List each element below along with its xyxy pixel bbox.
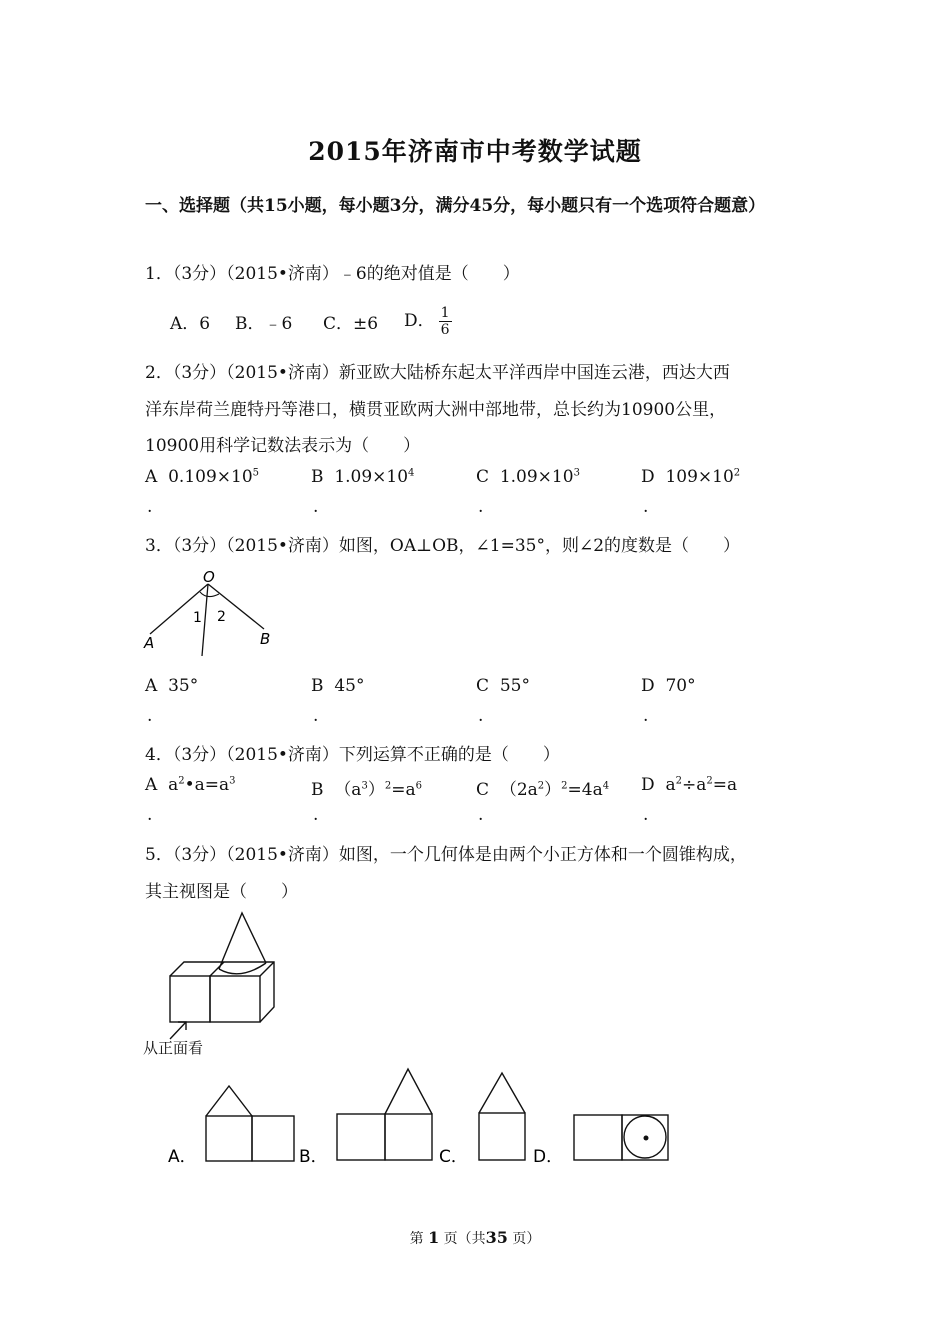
question-3-option-c xyxy=(476,676,530,696)
expr-exp: 2 xyxy=(178,775,185,787)
fraction-denominator: 6 xyxy=(440,322,450,338)
question-3-stem: 3．（3分）（2015•济南）如图，OA⊥OB，∠1=35°，则∠2的度数是（ ） xyxy=(145,536,741,556)
option-text: 55° xyxy=(499,676,530,696)
expr-exp: 6 xyxy=(415,780,422,792)
question-1-option-b: B．﹣6 xyxy=(235,314,293,334)
section-heading: 一、选择题（共15小题，每小题3分，满分45分，每小题只有一个选项符合题意） xyxy=(145,196,766,216)
option-exponent: 3 xyxy=(573,467,580,479)
option-dot: . xyxy=(313,805,319,825)
question-1-option-c: C．±6 xyxy=(323,314,379,334)
cube-edge xyxy=(260,962,274,976)
expr-part: ） xyxy=(367,780,385,800)
question-2-option-b xyxy=(311,467,414,487)
question-4-option-a xyxy=(145,775,236,795)
expr-part: =a xyxy=(712,775,738,795)
cube-left-front xyxy=(170,976,210,1022)
footer-page-number: 1 xyxy=(428,1228,440,1247)
option-exponent: 4 xyxy=(408,467,415,479)
expr-part: •a=a xyxy=(184,775,230,795)
question-5-stem-line-1: 5．（3分）（2015•济南）如图，一个几何体是由两个小正方体和一个圆锥构成， xyxy=(145,845,747,865)
question-4-option-c xyxy=(476,775,609,800)
cube-right-front xyxy=(210,976,260,1022)
option-dot: . xyxy=(478,805,484,825)
option-letter: D xyxy=(641,676,655,696)
option-d-prefix: D． xyxy=(404,311,435,331)
question-2-stem-line-3: 10900用科学记数法表示为（ ） xyxy=(145,436,421,456)
view-arrow-line xyxy=(170,1022,186,1039)
fraction-numerator: 1 xyxy=(440,305,450,321)
expr-part: =a xyxy=(391,780,416,800)
figure-caption: 从正面看 xyxy=(143,1039,204,1057)
page-footer xyxy=(0,1228,950,1248)
option-d-center-dot xyxy=(644,1136,649,1141)
footer-text: 第 xyxy=(409,1231,424,1247)
expr-part: ） xyxy=(544,780,562,800)
option-dot: . xyxy=(313,497,319,517)
option-d-left-square xyxy=(574,1115,622,1160)
question-4-option-b xyxy=(311,775,422,800)
option-letter: C xyxy=(476,780,490,800)
option-base: 0.109×10 xyxy=(168,467,253,487)
option-c-label: C． xyxy=(439,1147,468,1167)
option-base: 1.09×10 xyxy=(499,467,574,487)
question-3-option-b xyxy=(311,676,364,696)
question-1-stem: 1．（3分）（2015•济南）﹣6的绝对值是（ ） xyxy=(145,264,520,284)
option-a-triangle xyxy=(206,1086,252,1116)
label-o: O xyxy=(203,568,215,586)
option-letter: B xyxy=(311,780,324,800)
option-letter: A xyxy=(145,775,158,795)
option-dot: . xyxy=(643,497,649,517)
question-3-option-a xyxy=(145,676,198,696)
expr-exp: 2 xyxy=(537,780,545,792)
question-5-stem-line-2: 其主视图是（ ） xyxy=(145,882,298,902)
option-b-right-square xyxy=(385,1114,432,1160)
option-letter: C xyxy=(476,676,490,696)
option-letter: D xyxy=(641,775,655,795)
question-1-option-d xyxy=(404,305,452,338)
option-exponent: 2 xyxy=(733,467,741,479)
angle-figure xyxy=(140,566,280,660)
ray-oa xyxy=(150,584,208,634)
option-letter: B xyxy=(311,467,324,487)
option-dot: . xyxy=(147,805,153,825)
label-b: B xyxy=(260,630,271,648)
solid-figure xyxy=(140,905,300,1060)
label-angle-2: 2 xyxy=(217,609,226,625)
option-letter: C xyxy=(476,467,490,487)
expr-part: ÷a xyxy=(681,775,707,795)
expr-part: =4a xyxy=(567,780,603,800)
question-2-option-d xyxy=(641,467,740,487)
question-4-option-d xyxy=(641,775,737,795)
cone-base-arc xyxy=(219,963,266,974)
expr-part: （2a xyxy=(499,780,538,800)
option-text: 70° xyxy=(665,676,696,696)
option-letter: B xyxy=(311,676,324,696)
option-dot: . xyxy=(313,706,319,726)
cube-edge xyxy=(210,962,224,976)
fraction xyxy=(439,305,452,338)
page-title: 2015年济南市中考数学试题 xyxy=(308,137,642,166)
option-a-left-square xyxy=(206,1116,252,1161)
expr-part: a xyxy=(665,775,676,795)
option-text: 45° xyxy=(334,676,365,696)
expr-exp: 3 xyxy=(361,780,368,792)
label-angle-1: 1 xyxy=(193,610,202,626)
option-exponent: 5 xyxy=(252,467,260,479)
option-d-label: D． xyxy=(533,1147,564,1167)
option-dot: . xyxy=(147,497,153,517)
option-letter: A xyxy=(145,676,158,696)
option-base: 109×10 xyxy=(665,467,734,487)
option-letter: D xyxy=(641,467,655,487)
question-1-option-a: A．6 xyxy=(170,314,211,334)
footer-text: 页（共 xyxy=(443,1231,486,1247)
option-dot: . xyxy=(643,706,649,726)
option-a-right-square xyxy=(252,1116,294,1161)
question-2-stem-line-1: 2．（3分）（2015•济南）新亚欧大陆桥东起太平洋西岸中国连云港，西达大西 xyxy=(145,363,730,383)
expr-exp: 2 xyxy=(706,775,713,787)
option-b-left-square xyxy=(337,1114,385,1160)
option-dot: . xyxy=(147,706,153,726)
footer-total-pages: 35 xyxy=(485,1228,508,1247)
option-c-square xyxy=(479,1113,525,1160)
option-c-triangle xyxy=(479,1073,525,1113)
question-2-option-a xyxy=(145,467,259,487)
option-b-label: B． xyxy=(299,1147,328,1167)
expr-exp: 3 xyxy=(229,775,236,787)
question-2-option-c xyxy=(476,467,580,487)
footer-text: 页） xyxy=(512,1231,541,1247)
expr-exp: 2 xyxy=(384,780,392,792)
option-dot: . xyxy=(478,706,484,726)
option-letter: A xyxy=(145,467,158,487)
option-text: 35° xyxy=(168,676,199,696)
option-b-triangle xyxy=(385,1069,432,1114)
question-2-stem-line-2: 洋东岸荷兰鹿特丹等港口，横贯亚欧两大洲中部地带，总长约为10900公里， xyxy=(145,400,727,420)
question-3-option-d xyxy=(641,676,696,696)
question-4-stem: 4．（3分）（2015•济南）下列运算不正确的是（ ） xyxy=(145,745,560,765)
option-a-label: A． xyxy=(168,1147,197,1167)
label-a: A xyxy=(144,634,155,652)
expr-part: a xyxy=(168,775,179,795)
option-dot: . xyxy=(643,805,649,825)
expr-exp: 2 xyxy=(561,780,568,792)
cone-sides xyxy=(219,913,266,969)
option-dot: . xyxy=(478,497,484,517)
expr-part: （a xyxy=(334,780,362,800)
expr-exp: 2 xyxy=(675,775,682,787)
expr-exp: 4 xyxy=(602,780,610,792)
answer-figures xyxy=(160,1064,680,1172)
angle-arc xyxy=(200,592,219,597)
option-base: 1.09×10 xyxy=(334,467,409,487)
